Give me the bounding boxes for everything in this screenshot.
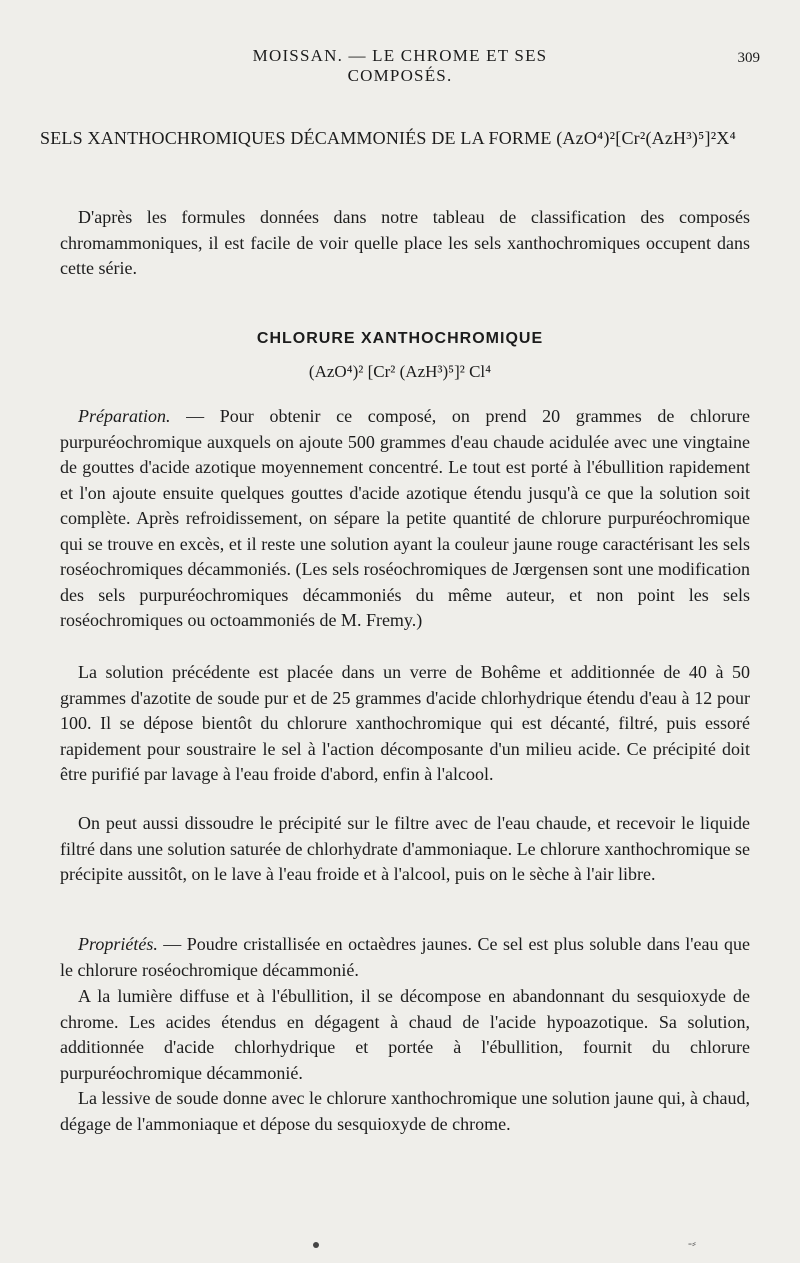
solution-paragraph: La solution précédente est placée dans un verre de Bohême et additionnée de 40 à 50 grammes d'azotite de soude pur et de 25 grammes d'acide chlorhydrique étendu d'eau à 12 pour 100. Il se dépose bientôt du chlorure xanthochromique qui est décanté, filtré, puis essoré rapidement pour soustraire le sel à l'action décomposante d'un milieu acide. Ce précipité doit être purifié par lavage à l'eau froide d'abord, enfin à l'alcool. [60,662,750,784]
section-title: SELS XANTHOCHROMIQUES DÉCAMMONIÉS DE LA FORME (AzO⁴)²[Cr²(AzH³)⁵]²X⁴ [40,128,736,148]
preparation-text: — Pour obtenir ce composé, on prend 20 grammes de chlorure purpuréochromique auxquels on ajoute 500 grammes d'eau chaude acidulée avec une vingtaine de gouttes d'acide azotique moyennement concentré. Le tout est porté à l'ébullition rapidement et l'on ajoute ensuite quelques gouttes d'acide azotique étendu jusqu'à ce que la solution soit complète. Après refroidissement, on sépare la petite quantité de chlorure purpuréochromique qui se trouve en excès, et il reste une solution ayant la couleur jaune rouge caractérisant les sels roséochromiques décammoniés. (Les sels roséochromiques de Jœrgensen sont une modification des sels purpuréochromiques décammoniés du même auteur, et non point les sels roséochromiques ou octoammoniés de M. Fremy.) [60,406,750,630]
properties-label: Propriétés. [78,934,158,954]
corner-mark: -⸗ [688,1236,696,1250]
running-title: MOISSAN. — LE CHROME ET SES COMPOSÉS. [252,46,548,85]
preparation-label: Préparation. [78,406,171,426]
dissolve-paragraph: On peut aussi dissoudre le précipité sur le filtre avec de l'eau chaude, et recevoir le liquide filtré dans une solution saturée de chlorhydrate d'ammoniaque. Le chlorure xanthochromique se précipite aussitôt, on le lave à l'eau froide et à l'alcool, puis on le sèche à l'air libre. [60,813,751,884]
lessive-paragraph: La lessive de soude donne avec le chlorure xanthochromique une solution jaune qui, à chaud, dégage de l'ammoniaque et dépose du sesquioxyde de chrome. [60,1088,750,1134]
intro-paragraph: D'après les formules données dans notre tableau de classification des composés chromammoniques, il est facile de voir quelle place les sels xanthochromiques occupent dans cette série. [60,207,750,278]
preparation-paragraph [60,404,750,634]
properties-paragraph [60,932,750,983]
compound-formula: (AzO⁴)² [Cr² (AzH³)⁵]² Cl⁴ [308,362,492,381]
light-paragraph: A la lumière diffuse et à l'ébullition, il se décompose en abandonnant du sesquioxyde de chrome. Les acides étendus en dégagent à chaud de l'acide hypoazotique. Sa solution, additionnée d'acide chlorhydrique et portée à l'ébullition, fournit du chlorure purpuréochromique décammonié. [60,986,750,1083]
footer-dot [313,1242,319,1248]
running-head [0,46,800,85]
compound-name: CHLORURE XANTHOCHROMIQUE [256,330,544,347]
page-number: 309 [737,50,760,66]
properties-text: — Poudre cristallisée en octaèdres jaunes. Ce sel est plus soluble dans l'eau que le chlorure roséochromique décammonié. [60,934,750,980]
